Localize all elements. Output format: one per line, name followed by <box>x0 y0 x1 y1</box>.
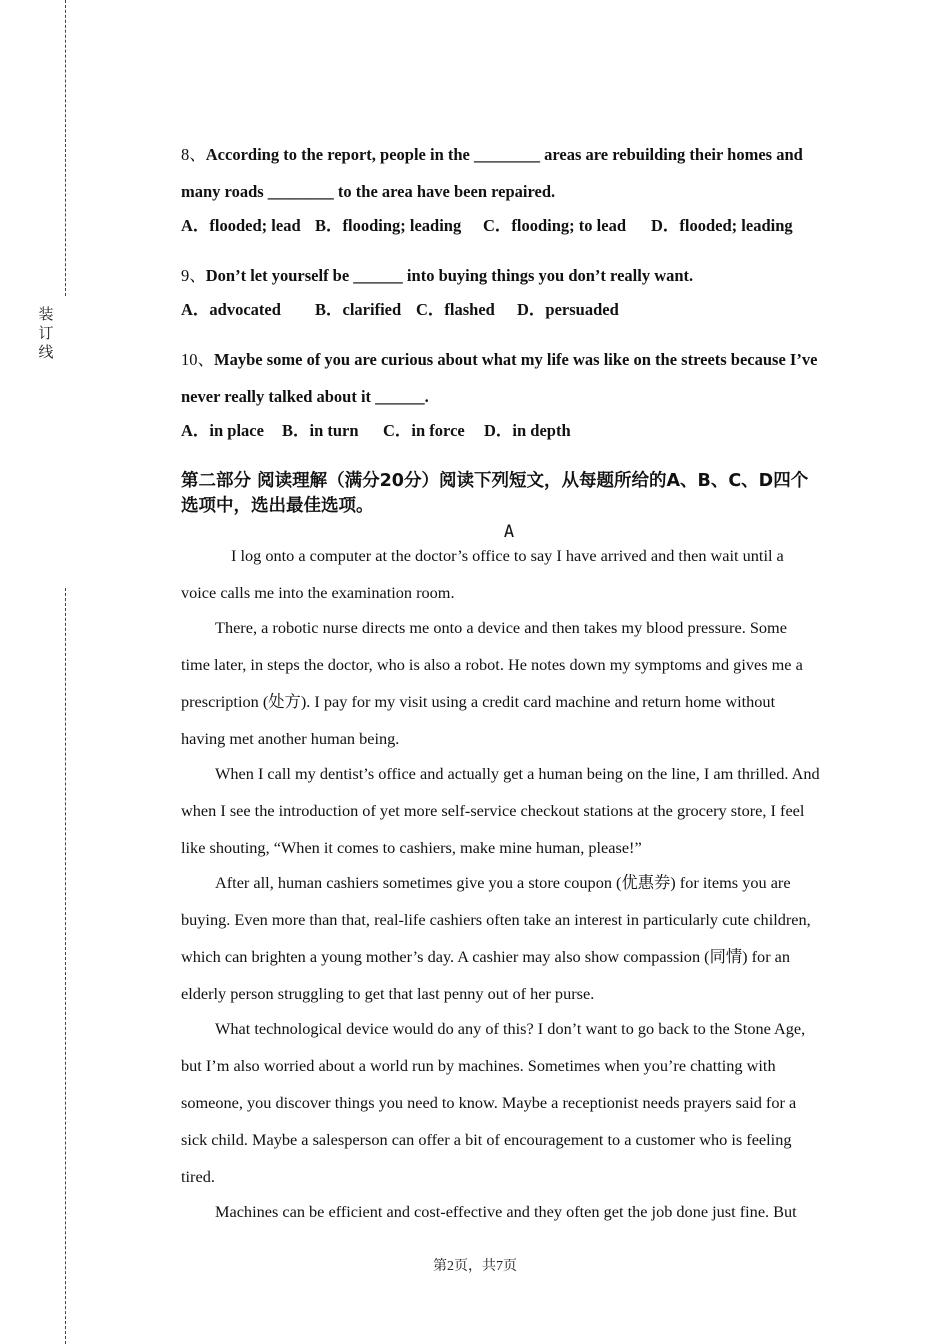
passage-line: I log onto a computer at the doctor’s office to say I have arrived and then wait until a <box>231 546 784 565</box>
passage-line: buying. Even more than that, real-life cashiers often take an interest in particularly cute children, <box>181 910 811 929</box>
passage-line: like shouting, “When it comes to cashiers, make mine human, please!” <box>181 838 642 857</box>
question-8-line-1 <box>181 145 803 165</box>
passage-line: When I call my dentist’s office and actually get a human being on the line, I am thrilled. And <box>215 764 820 783</box>
passage-line: elderly person struggling to get that last penny out of her purse. <box>181 984 595 1003</box>
option-d: D．flooded; leading <box>651 216 793 235</box>
question-10-line-2: never really talked about it ______. <box>181 387 429 406</box>
question-8-options <box>181 216 793 236</box>
passage-line: sick child. Maybe a salesperson can offer a bit of encouragement to a customer who is feeling <box>181 1130 792 1149</box>
binding-line-bottom <box>65 588 66 1344</box>
binding-char: 订 <box>38 324 54 342</box>
option-c: C．flooding; to lead <box>483 216 627 235</box>
page-footer: 第2页，共7页 <box>433 1259 517 1274</box>
option-b: B．clarified <box>315 300 402 319</box>
question-10-line-1 <box>181 350 817 370</box>
binding-char: 线 <box>38 343 54 361</box>
option-b: B．in turn <box>282 421 359 440</box>
binding-line-top <box>65 0 66 296</box>
binding-char: 装 <box>38 305 54 323</box>
passage-line: After all, human cashiers sometimes give you a store coupon (优惠券) for items you are <box>215 873 791 892</box>
passage-line: someone, you discover things you need to know. Maybe a receptionist needs prayers said for a <box>181 1093 797 1112</box>
option-b: B．flooding; leading <box>315 216 462 235</box>
option-a: A．flooded; lead <box>181 216 301 235</box>
passage-line: What technological device would do any of this? I don’t want to go back to the Stone Age, <box>215 1019 806 1038</box>
passage-line: which can brighten a young mother’s day. A cashier may also show compassion (同情) for an <box>181 947 791 966</box>
section-title <box>181 469 841 519</box>
passage-line: prescription (处方). I pay for my visit using a credit card machine and return home without <box>181 692 776 711</box>
question-number: 9、 <box>181 266 206 285</box>
passage-letter: A <box>503 522 515 542</box>
question-10-options <box>181 421 571 441</box>
passage-line: Machines can be efficient and cost-effective and they often get the job done just fine. But <box>215 1202 797 1221</box>
question-9-options <box>181 300 619 320</box>
passage-line: tired. <box>181 1167 215 1186</box>
option-c: C．in force <box>383 421 465 440</box>
passage-line: voice calls me into the examination room. <box>181 583 455 602</box>
question-text: Maybe some of you are curious about what my life was like on the streets because I’ve <box>214 350 818 369</box>
option-c: C．flashed <box>416 300 495 319</box>
section-title-line-2: 选项中，选出最佳选项。 <box>181 496 374 516</box>
question-text: According to the report, people in the ________ areas are rebuilding their homes and <box>205 145 803 164</box>
option-d: D．persuaded <box>517 300 619 319</box>
question-text: Don’t let yourself be ______ into buying things you don’t really want. <box>205 266 694 285</box>
option-d: D．in depth <box>484 421 571 440</box>
option-a: A．in place <box>181 421 264 440</box>
passage-line: when I see the introduction of yet more self-service checkout stations at the grocery store, I feel <box>181 801 805 820</box>
passage-line: time later, in steps the doctor, who is also a robot. He notes down my symptoms and gives me a <box>181 655 803 674</box>
passage-line: There, a robotic nurse directs me onto a device and then takes my blood pressure. Some <box>215 618 787 637</box>
passage-line: having met another human being. <box>181 729 400 748</box>
option-a: A．advocated <box>181 300 281 319</box>
section-title-line-1: 第二部分 阅读理解（满分20分）阅读下列短文，从每题所给的A、B、C、D四个 <box>181 471 809 491</box>
question-number: 8、 <box>181 145 206 164</box>
question-8-line-2: many roads ________ to the area have been repaired. <box>181 182 556 201</box>
binding-label <box>37 305 55 362</box>
question-number: 10、 <box>181 350 214 369</box>
passage-line: but I’m also worried about a world run by machines. Sometimes when you’re chatting with <box>181 1056 776 1075</box>
question-9-line-1 <box>181 266 693 286</box>
